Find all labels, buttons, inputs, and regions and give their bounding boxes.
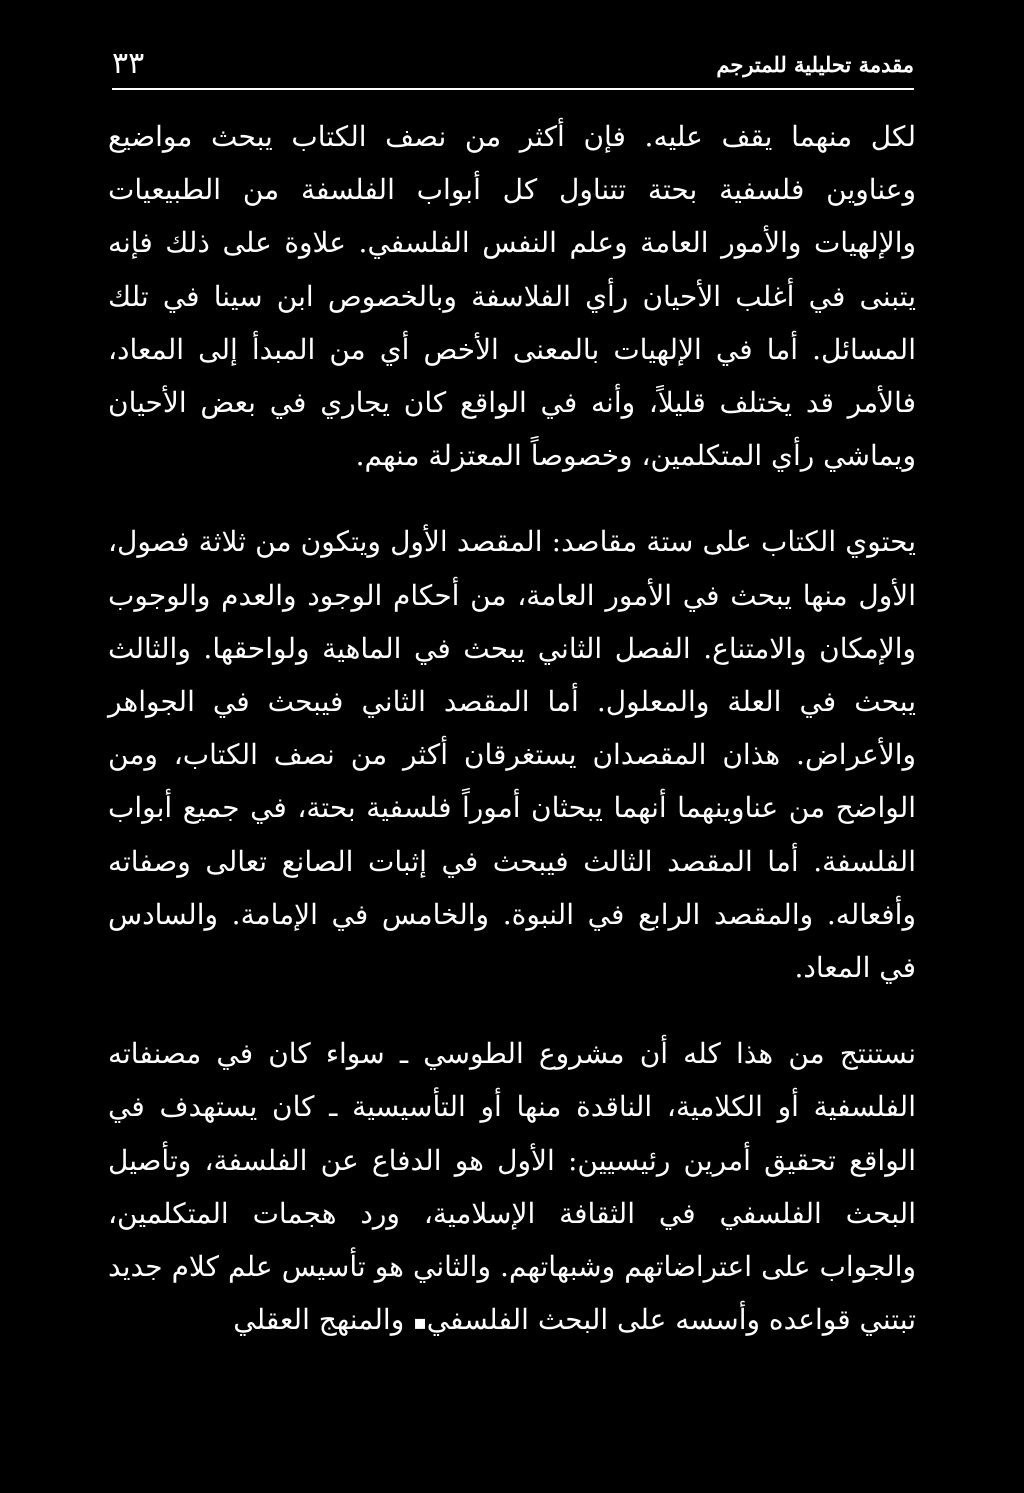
paragraph-3-text: نستنتج من هذا كله أن مشروع الطوسي ـ سواء كان في مصنفاته الفلسفية أو الكلامية، الناقدة منها أو التأسيسية ـ كان يستهدف في الواقع تحقيق أمرين رئيسيين: الأول هو الدفاع عن الفلسفة، وتأصيل البحث الفلسفي في الثقافة الإسلامية، ورد هجمات المتكلمين، والجواب على اعتراضاتهم وشبهاتهم. والثاني هو تأسيس علم كلام جديد تبتني قواعده وأسسه على البحث الفلسفي▪ والمنهج العقلي xyxy=(108,1037,917,1337)
separator-mark: ▪ xyxy=(413,1310,427,1335)
running-title: مقدمة تحليلية للمترجم xyxy=(716,52,914,77)
page-number: ٣٣ xyxy=(112,46,145,81)
paragraph-2: يحتوي الكتاب على ستة مقاصد: المقصد الأول ويتكون من ثلاثة فصول، الأول منها يبحث في الأمور العامة، من أحكام الوجود والعدم والوجوب والإمكان والامتناع. الفصل الثاني يبحث في الماهية ولواحقها. والثالث يبحث في العلة والمعلول. أما المقصد الثاني فيبحث في الجواهر والأعراض. هذان المقصدان يستغرقان أكثر من نصف الكتاب، ومن الواضح من عناوينهما أنهما يبحثان أموراً فلسفية بحتة، في جميع أبواب الفلسفة. أما المقصد الثالث فيبحث في إثبات الصانع تعالى وصفاته وأفعاله. والمقصد الرابع في النبوة. والخامس في الإمامة. والسادس في المعاد. xyxy=(108,525,916,985)
page-header xyxy=(112,46,914,86)
body-text xyxy=(108,110,916,1349)
paragraph-3 xyxy=(108,1027,916,1349)
header-divider xyxy=(112,88,914,90)
paragraph-1: لكل منهما يقف عليه. فإن أكثر من نصف الكتاب يبحث مواضيع وعناوين فلسفية بحتة تتناول كل أبواب الفلسفة من الطبيعيات والإلهيات والأمور العامة وعلم النفس الفلسفي. علاوة على ذلك فإنه يتبنى في أغلب الأحيان رأي الفلاسفة وبالخصوص ابن سينا في تلك المسائل. أما في الإلهيات بالمعنى الأخص أي من المبدأ إلى المعاد، فالأمر قد يختلف قليلاً، وأنه في الواقع كان يجاري في بعض الأحيان ويماشي رأي المتكلمين، وخصوصاً المعتزلة منهم. xyxy=(108,120,916,473)
